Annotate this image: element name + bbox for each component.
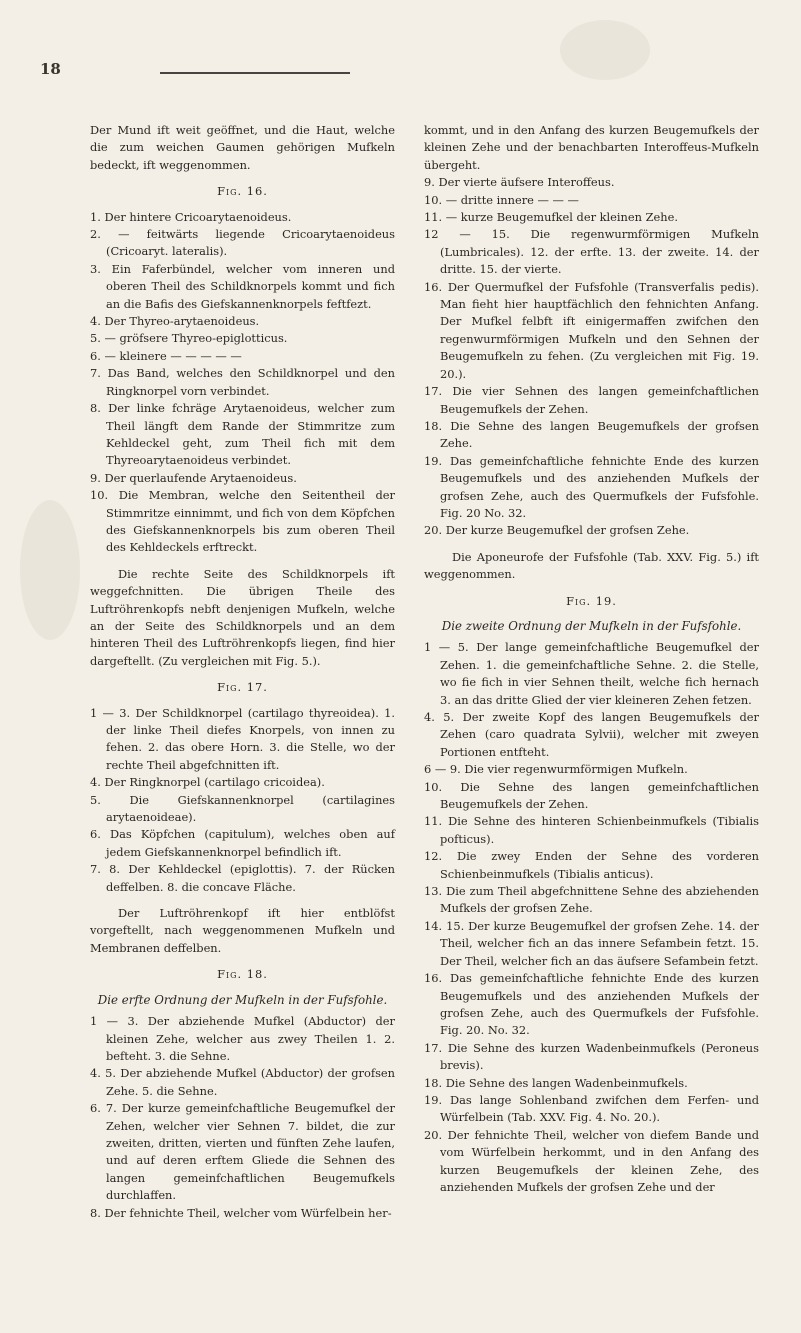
- legend-item: 10. Die Membran, welche den Seitentheil der Stimmritze einnimmt, und fich von dem Köpfchen des Giefskannenknorpels bis zum oberen Theil des Kehldeckels erftreckt.: [90, 488, 395, 555]
- legend-item: 9. Der vierte äufsere Interoffeus.: [424, 175, 615, 190]
- legend-item: 7. Das Band, welches den Schildknorpel und den Ringknorpel vorn verbindet.: [90, 366, 395, 398]
- legend-item: 2. — feitwärts liegende Cricoarytaenoideus (Cricoaryt. lateralis).: [90, 227, 395, 259]
- paragraph: Die rechte Seite des Schildknorpels ift weggefchnitten. Die übrigen Theile des Luftröhrenkopfs nebft denjenigen Mufkeln, welche an der Seite des Schildknorpels und an dem hinteren Theil des Luftröhrenkopfs liegen, find hier dargeftellt. (Zu vergleichen mit Fig. 5.).: [90, 566, 395, 668]
- legend-item: 6. Das Köpfchen (capitulum), welches oben auf jedem Giefskannenknorpel befindlich ift.: [90, 827, 395, 859]
- paper-stain: [560, 20, 650, 80]
- header-rule: [160, 72, 350, 74]
- legend-item: 8. Der fehnichte Theil, welcher vom Würfelbein her-: [90, 1205, 392, 1220]
- legend-item: 7. 8. Der Kehldeckel (epiglottis). 7. der Rücken deffelben. 8. die concave Fläche.: [90, 862, 395, 894]
- legend-item: 4. 5. Der zweite Kopf des langen Beugemufkels der Zehen (caro quadrata Sylvii), welcher mit zweyen Portionen entfteht.: [424, 710, 759, 759]
- legend-item: 6. 7. Der kurze gemeinfchaftliche Beugemufkel der Zehen, welcher vier Sehnen 7. bildet, die zur zweiten, dritten, vierten und fünften Zehe laufen, und auf deren erftem Gliede die Sehnen des langen gemeinfchaftlichen Beugemufkels durchlaffen.: [90, 1101, 395, 1203]
- spacer: [90, 557, 395, 566]
- legend-item: 1 — 5. Der lange gemeinfchaftliche Beugemufkel der Zehen. 1. die gemeinfchaftliche Sehne. 2. die Stelle, wo fie fich in vier Sehnen theilt, welche fich hernach 3. an das dritte Glied der vier kleineren Zehen fetzen.: [424, 640, 759, 707]
- legend-item: 8. Der linke fchräge Arytaenoideus, welcher zum Theil längft dem Rande der Stimmritze zum Kehldeckel geht, zum Theil fich mit dem Thyreoarytaenoideus verbindet.: [90, 401, 395, 468]
- legend-item: 5. Die Giefskannenknorpel (cartilagines arytaenoideae).: [90, 792, 395, 825]
- legend-item: 20. Der kurze Beugemufkel der grofsen Zehe.: [424, 523, 690, 538]
- section-title: Die erfte Ordnung der Mufkeln in der Fufsfohle.: [97, 992, 388, 1007]
- legend-item: 20. Der fehnichte Theil, welcher von diefem Bande und vom Würfelbein herkommt, und in den Anfang des kurzen Beugemufkels der kleinen Zehe, des anziehenden Mufkels der grofsen Zehe und der: [424, 1127, 759, 1194]
- legend-item: 14. 15. Der kurze Beugemufkel der grofsen Zehe. 14. der Theil, welcher fich an das innere Sefambein fetzt. 15. Der Theil, welcher fich an das äufsere Sefambein fetzt.: [424, 918, 759, 968]
- spacer: [424, 540, 759, 549]
- page-number: 18: [40, 60, 61, 78]
- legend-item: 9. Der querlaufende Arytaenoideus.: [90, 470, 297, 485]
- right-text-column: [424, 122, 759, 1196]
- figure-heading: Fig. 17.: [217, 680, 268, 695]
- legend-item: 10. — dritte innere — — —: [424, 192, 579, 207]
- legend-item: 12 — 15. Die regenwurmförmigen Mufkeln (Lumbricales). 12. der erfte. 13. der zweite. 14. der dritte. 15. der vierte.: [424, 227, 759, 277]
- legend-item: 18. Die Sehne des langen Beugemufkels der grofsen Zehe.: [424, 418, 759, 451]
- section-title: Die zweite Ordnung der Mufkeln in der Fufsfohle.: [441, 618, 742, 633]
- legend-item: 16. Der Quermufkel der Fufsfohle (Transverfalis pedis). Man fieht hier hauptfächlich den fehnichten Anfang. Der Mufkel felbft ift einigermaffen zwifchen den regenwurmförmigen Mufkeln und den Sehnen der Beugemufkeln zu fehen. (Zu vergleichen mit Fig. 19. 20.).: [424, 279, 759, 381]
- legend-item: 19. Das gemeinfchaftliche fehnichte Ende des kurzen Beugemufkels und des anziehenden Mufkels der grofsen Zehe, auch des Quermufkels der Fufsfohle. Fig. 20 No. 32.: [424, 453, 759, 520]
- legend-item: 3. Ein Faferbündel, welcher vom inneren und oberen Theil des Schildknorpels kommt und fich an die Bafis des Giefskannenknorpels feftfezt.: [90, 261, 395, 311]
- legend-item: 4. Der Thyreo-arytaenoideus.: [90, 314, 260, 329]
- paragraph: Die Aponeurofe der Fufsfohle (Tab. XXV. Fig. 5.) ift weggenommen.: [424, 549, 759, 582]
- legend-item: 4. 5. Der abziehende Mufkel (Abductor) der grofsen Zehe. 5. die Sehne.: [90, 1066, 395, 1098]
- paragraph: Der Luftröhrenkopf ift hier entblöfst vorgeftellt, nach weggenommenen Mufkeln und Membranen deffelben.: [90, 906, 395, 955]
- figure-heading: Fig. 19.: [566, 593, 617, 608]
- legend-item: 1 — 3. Der abziehende Mufkel (Abductor) der kleinen Zehe, welcher aus zwey Theilen 1. 2. befteht. 3. die Sehne.: [90, 1014, 395, 1063]
- legend-item: 11. — kurze Beugemufkel der kleinen Zehe.: [424, 210, 678, 225]
- legend-item: 11. Die Sehne des hinteren Schienbeinmufkels (Tibialis pofticus).: [424, 814, 759, 846]
- legend-item: 4. Der Ringknorpel (cartilago cricoidea).: [90, 775, 325, 790]
- paragraph: Der Mund ift weit geöffnet, und die Haut, welche die zum weichen Gaumen gehörigen Mufkeln bedeckt, ift weggenommen.: [90, 123, 395, 172]
- spacer: [90, 896, 395, 905]
- figure-heading: Fig. 18.: [217, 967, 268, 982]
- legend-item: 17. Die Sehne des kurzen Wadenbeinmufkels (Peroneus brevis).: [424, 1040, 759, 1073]
- legend-item: 6. — kleinere — — — — —: [90, 348, 242, 363]
- legend-item: 18. Die Sehne des langen Wadenbeinmufkels.: [424, 1075, 688, 1090]
- paper-stain: [20, 500, 80, 640]
- legend-item: 12. Die zwey Enden der Sehne des vorderen Schienbeinmufkels (Tibialis anticus).: [424, 849, 759, 881]
- legend-item: 10. Die Sehne des langen gemeinfchaftlichen Beugemufkels der Zehen.: [424, 779, 759, 812]
- legend-item: 19. Das lange Sohlenband zwifchen dem Ferfen- und Würfelbein (Tab. XXV. Fig. 4. No. 20.).: [424, 1092, 759, 1125]
- left-text-column: [90, 122, 395, 1222]
- legend-item: 1. Der hintere Cricoarytaenoideus.: [90, 209, 292, 224]
- legend-item: 13. Die zum Theil abgefchnittene Sehne des abziehenden Mufkels der grofsen Zehe.: [424, 884, 759, 916]
- paragraph: kommt, und in den Anfang des kurzen Beugemufkels der kleinen Zehe und der benachbarten Interoffeus-Mufkeln übergeht.: [424, 123, 759, 172]
- legend-item: 17. Die vier Sehnen des langen gemeinfchaftlichen Beugemufkels der Zehen.: [424, 384, 759, 416]
- legend-item: 16. Das gemeinfchaftliche fehnichte Ende des kurzen Beugemufkels und des anziehenden Mufkels der grofsen Zehe, auch des Quermufkels der Fufsfohle. Fig. 20. No. 32.: [424, 971, 759, 1038]
- figure-heading: Fig. 16.: [217, 184, 268, 199]
- legend-item: 6 — 9. Die vier regenwurmförmigen Mufkeln.: [424, 762, 688, 777]
- legend-item: 5. — gröfsere Thyreo-epiglotticus.: [90, 331, 288, 346]
- legend-item: 1 — 3. Der Schildknorpel (cartilago thyreoidea). 1. der linke Theil diefes Knorpels, von innen zu fehen. 2. das obere Horn. 3. die Stelle, wo der rechte Theil abgefchnitten ift.: [90, 705, 395, 772]
